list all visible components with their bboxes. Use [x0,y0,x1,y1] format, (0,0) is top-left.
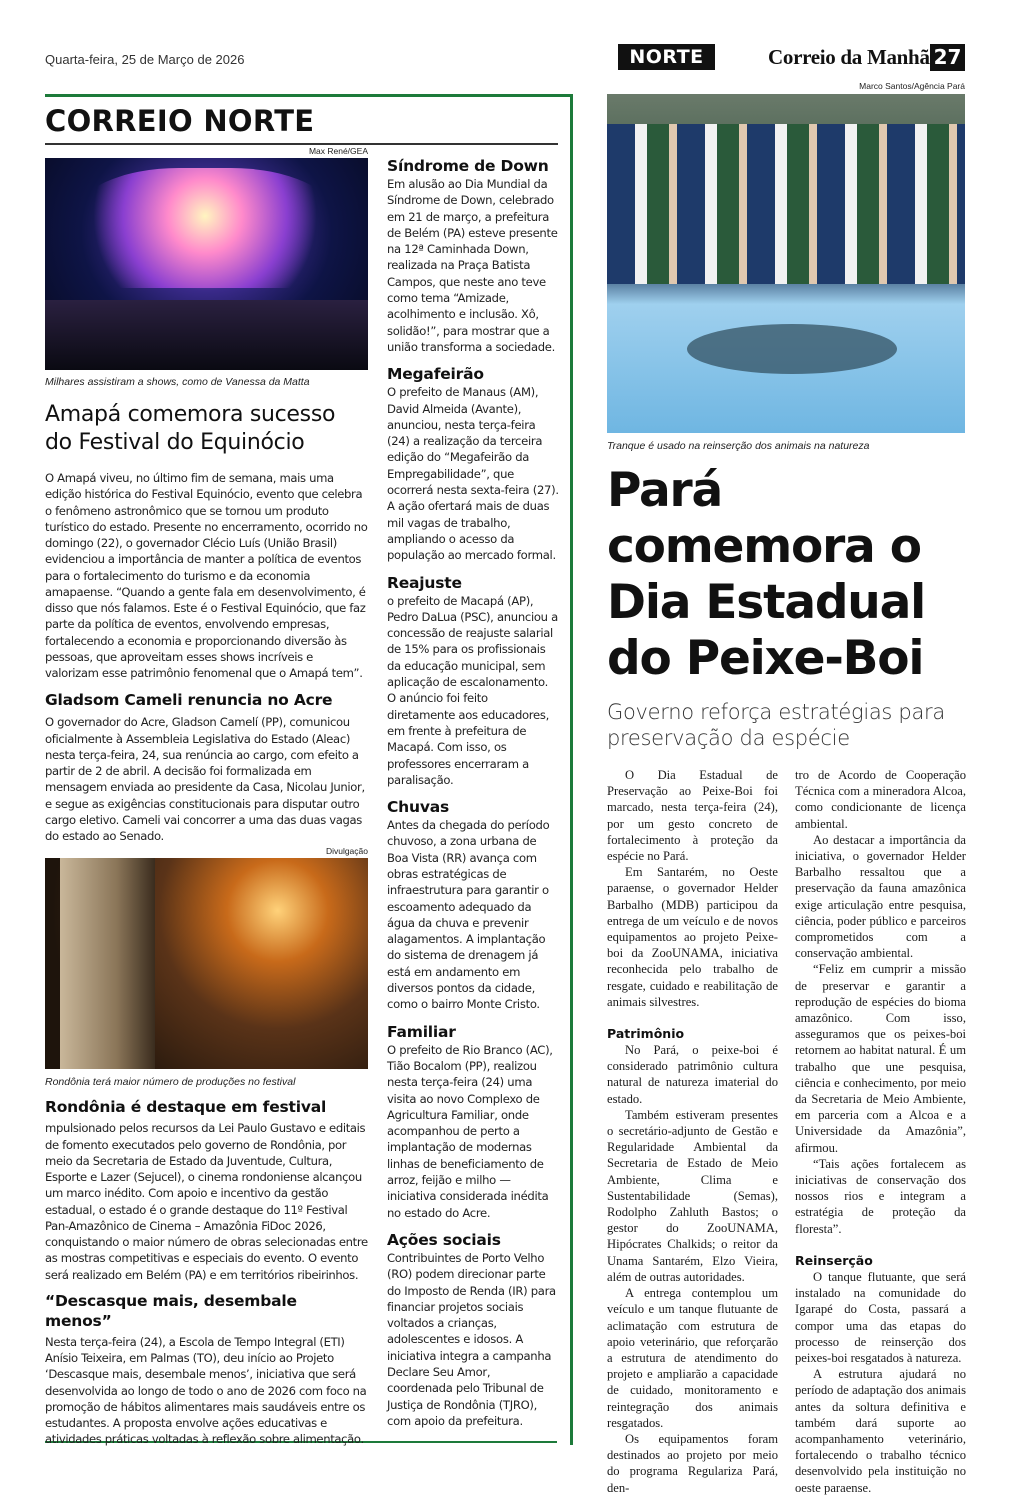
descasque-title: “Descasque mais, desembale menos” [45,1291,297,1330]
brief-title: Síndrome de Down [387,157,549,175]
divider-top [45,94,572,97]
paragraph: Também estiveram presentes o secretário-adjunto de Gestão e Regularidade Ambiental da Secretaria de Estado de Meio Ambiente, Clima e Sustentabilidade (Semas), Rodolpho Zahluth Bastos; o gestor do ZooUNAMA, Hipócrates Chalkids; o reitor da Unama Santarém, Elzo Vieira, além de outras autoridades. [607,1107,778,1284]
brief-body: O prefeito de Manaus (AM), David Almeida (Avante), anunciou, nesta terça-feira (24) a realização da terceira edição do “Megafeirão da Empregabilidade”, que ocorrerá nesta sexta-feira (27). A ação ofertará mais de duas mil vagas de trabalho, ampliando o acesso da população ao mercado formal. [387,385,559,563]
subhead-reinsercao: Reinserção [795,1252,873,1268]
left-column [45,146,368,1448]
feature-headline: Pará comemora o Dia Estadual do Peixe-Boi [607,463,925,686]
paragraph: No Pará, o peixe-boi é considerado patrimônio cultura natural de natureza imaterial do estado. [607,1043,778,1106]
photo-credit: Max René/GEA [308,146,368,156]
descasque-body: Nesta terça-feira (24), a Escola de Tempo Integral (ETI) Anísio Teixeira, em Palmas (TO), deu início ao Projeto ‘Descasque mais, desembale menos’, iniciativa que será desenvolvida ao longo de todo o ano de 2026 com foco na promoção de hábitos alimentares mais saudáveis entre os estudantes. A proposta envolve ações educativas e atividades práticas voltadas à reflexão sobre alimentação. [45,1334,367,1447]
photo-credit: Divulgação [325,846,368,857]
feature-column-1 [607,767,778,1496]
section-label: NORTE [618,44,715,70]
lead-body: O Amapá viveu, no último fim de semana, mais uma edição histórica do Festival Equinócio, evento que celebra o fenômeno astronômico que se tornou um produto turístico do estado. Presente no encerramento, ocorrido no domingo (22), o governador Clécio Luís (União Brasil) evidenciou a importância de manter a política de eventos para o fortalecimento do turismo e da economia amapaense. “Quando a gente fala em desenvolvimento, é disso que nós falamos. Este é o Festival Equinócio, que faz parte da política de eventos, envolvendo empresas, fortalecendo a economia e proporcionando diversão às pessoas, que aproveitam esses shows incríveis e valorizam esse patrimônio fenomenal que o Amapá tem”. [45,471,368,680]
page-date: Quarta-feira, 25 de Março de 2026 [45,52,245,67]
rondonia-film-photo [45,858,368,1069]
paragraph: “Feliz em cumprir a missão de preservar e garantir a reprodução de espécies do bioma amazônico. Com isso, asseguramos que os peixes-boi retornem ao habitat natural. É um trabalho que une pesquisa, ciência e conhecimento, por meio da Secretaria de Meio Ambiente, em parceria com a Alcoa e a Universidade da Amazônia”, afirmou. [795,962,966,1155]
brief-body: o prefeito de Macapá (AP), Pedro DaLua (PSC), anunciou a concessão de reajuste salarial de 15% para os profissionais da educação municipal, sem aplicação de escalonamento. O anúncio foi feito diretamente aos educadores, em frente à prefeitura de Macapá. Com isso, os professores encerraram a paralisação. [387,593,558,787]
brief-title: Megafeirão [387,365,484,384]
brief-body: O prefeito de Rio Branco (AC), Tião Bocalom (PP), realizou nesta terça-feira (24) uma visita ao novo Complexo de Agricultura Familiar, onde acompanhou de perto a implantação de modernas linhas de beneficiamento de arroz, feijão e milho — iniciativa considerada inédita no estado do Acre. [387,1042,553,1220]
photo-credit: Marco Santos/Agência Pará [859,81,965,91]
brief-body: Contribuintes de Porto Velho (RO) podem direcionar parte do Imposto de Renda (IR) para financiar projetos sociais voltados a crianças, adolescentes e idosos. A iniciativa integra a campanha Declare Seu Amor, coordenada pelo Tribunal de Justiça de Rondônia (TJRO), com apoio da prefeitura. [387,1250,556,1428]
feature-columns [607,767,967,1496]
paragraph: O tanque flutuante, que será instalado na comunidade do Igarapé do Costa, passará a compor uma das etapas do processo de reinserção dos peixes-boi resgatados à natureza. [795,1269,966,1365]
brief-title: Familiar [387,1022,456,1041]
brief-body: Antes da chegada do período chuvoso, a zona urbana de Boa Vista (RR) avança com obras estratégicas de infraestrutura para garantir o escoamento adequado da água da chuva e prevenir alagamentos. A implantação do sistema de drenagem já está em andamento em diversos pontos da cidade, como o bairro Monte Cristo. [387,818,550,1012]
brief-title: Chuvas [387,798,450,817]
feature-article [607,81,967,1496]
paragraph: A estrutura ajudará no período de adaptação dos animais antes da soltura definitiva e também dará suporte ao acompanhamento veterinário, fortalecendo o trabalho técnico desenvolvido pela instituição no oeste paraense. [795,1367,966,1495]
briefs-column [387,156,559,1429]
page-number: 27 [930,44,965,71]
festival-photo [45,158,368,370]
paragraph: Ao destacar a importância da iniciativa, o governador Helder Barbalho ressaltou que a preservação da fauna amazônica exige articulação entre pesquisa, ciência, poder público e parceiros comprometidos com a conservação ambiental. [795,832,966,961]
brief-title: Reajuste [387,573,462,592]
feature-deck: Governo reforça estratégias para preservação da espécie [607,700,945,750]
brief-body: Em alusão ao Dia Mundial da Síndrome de Down, celebrado em 21 de março, a prefeitura de Belém (PA) esteve presente na 12ª Caminhada Down, realizada na Praça Batista Campos, que neste ano teve como tema “Amizade, acolhimento e inclusão. Xô, solidão!”, para mostrar que a união transforma a sociedade. [387,177,558,354]
paragraph: O Dia Estadual de Preservação ao Peixe-Boi foi marcado, nesta terça-feira (24), por um gesto concreto de fortalecimento à proteção da espécie no Pará. [607,768,778,864]
paragraph: tro de Acordo de Cooperação Técnica com a mineradora Alcoa, como condicionante de licença ambiental. [795,768,966,831]
brief-title: Ações sociais [387,1230,501,1249]
lead-headline: Amapá comemora sucesso do Festival do Equinócio [45,402,336,455]
paragraph: Os equipamentos foram destinados ao projeto por meio do programa Regulariza Pará, den- [607,1431,778,1495]
photo-caption: Tranque é usado na reinserção dos animais na natureza [607,440,870,452]
photo-caption: Milhares assistiram a shows, como de Vanessa da Matta [45,376,310,388]
divider-vertical [570,94,573,1445]
rondonia-title: Rondônia é destaque em festival [45,1098,327,1117]
column-title-rule [45,143,558,145]
column-title: CORREIO NORTE [45,104,315,138]
paragraph: Em Santarém, no Oeste paraense, o governador Helder Barbalho (MDB) participou da entrega de um veículo e de novos equipamentos ao projeto Peixe-boi da ZooUNAMA, iniciativa reconhecida pelo trabalho de resgate, cuidado e reabilitação de animais silvestres. [607,865,778,1009]
rondonia-body: mpulsionado pelos recursos da Lei Paulo Gustavo e editais de fomento executados pelo governo de Rondônia, por meio da Secretaria de Estado da Juventude, Cultura, Esporte e Lazer (Sejucel), o cinema rondoniense alcançou um marco inédito. Com apoio e incentivo da gestão estadual, o estado é o grande destaque do 11º Festival Pan-Amazônico de Cinema – Amazônia FiDoc 2026, conquistando o maior número de obras selecionadas entre as mostras competitivas e especiais do evento. O evento será realizado em Belém (PA) e em territórios ribeirinhos. [45,1121,368,1282]
gladsom-body: O governador do Acre, Gladson Camelí (PP), comunicou oficialmente à Assembleia Legislativa do Estado (Aleac) nesta terça-feira, 24, sua renúncia ao cargo, com efeito a partir de 2 de abril. A decisão foi formalizada em mensagem enviada ao presidente da Casa, Nicolau Junior, e segue as exigências constitucionais para disputar outro cargo eletivo. Cameli vai concorrer a uma das duas vagas do estado ao Senado. [45,715,365,843]
newspaper-logo: Correio da Manhã [768,45,930,69]
subhead-patrimonio: Patrimônio [607,1026,685,1042]
feature-column-2 [795,767,966,1496]
gladsom-title: Gladsom Cameli renuncia no Acre [45,691,333,710]
photo-caption: Rondônia terá maior número de produções no festival [45,1076,296,1089]
paragraph: “Tais ações fortalecem as iniciativas de conservação dos nossos rios e integram a estratégia de proteção da floresta”. [795,1156,966,1236]
paragraph: A entrega contemplou um veículo e um tanque flutuante de aclimatação com estrutura de apoio veterinário, que reforçarão a estrutura de atendimento do projeto e ampliarão a capacidade de cuidado, monitoramento e reintegração dos animais resgatados. [607,1286,778,1430]
manatee-release-photo [607,94,965,433]
